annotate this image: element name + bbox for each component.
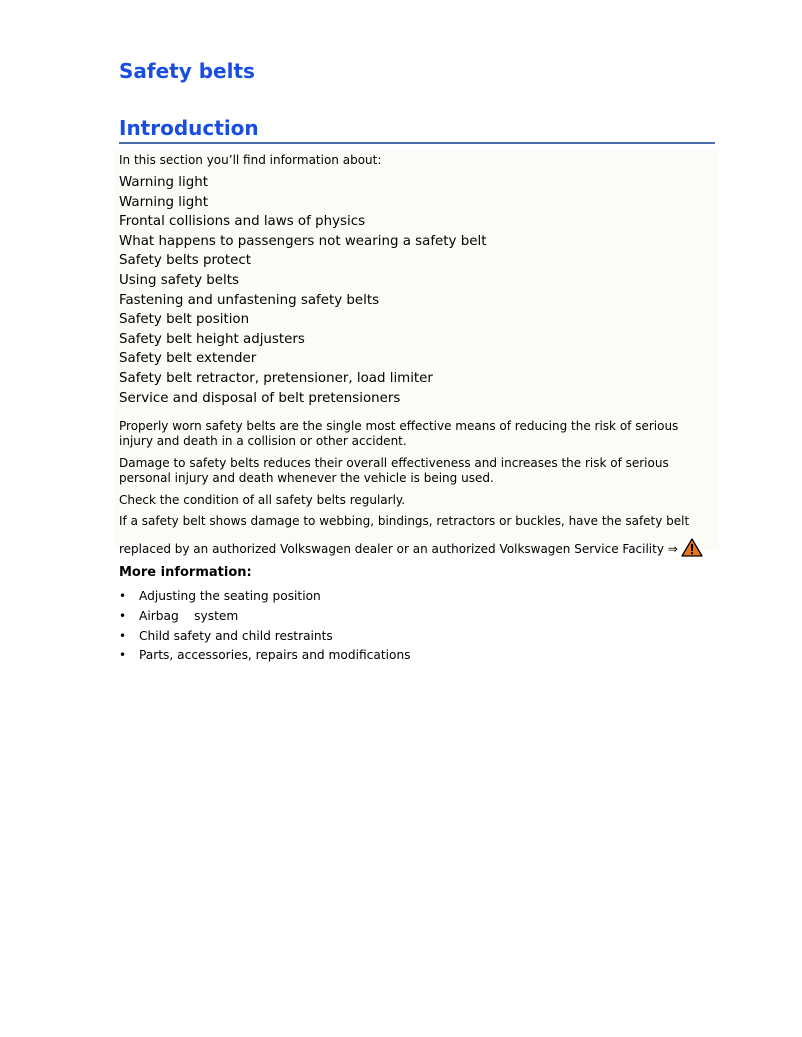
page-title: Safety belts bbox=[119, 59, 255, 83]
warning-text-line: If a safety belt shows damage to webbing, bindings, retractors or buckles, have the safety belt bbox=[119, 514, 690, 528]
topic-link[interactable]: Safety belt height adjusters bbox=[119, 331, 305, 347]
more-information-label: Parts, accessories, repairs and modifications bbox=[139, 648, 411, 663]
topic-link[interactable]: Safety belt retractor, pretensioner, load limiter bbox=[119, 370, 433, 386]
topic-link[interactable]: Warning light bbox=[119, 194, 208, 210]
more-information-list bbox=[119, 587, 411, 666]
paragraph: Damage to safety belts reduces their overall effectiveness and increases the risk of serious personal injury and death whenever the vehicle is being used. bbox=[119, 456, 669, 485]
topic-link[interactable]: Safety belt position bbox=[119, 312, 250, 328]
topic-link[interactable]: Using safety belts bbox=[119, 272, 239, 288]
intro-text: In this section you’ll find information about: bbox=[119, 153, 382, 167]
more-information-title: More information: bbox=[119, 565, 252, 580]
topic-link[interactable]: Fastening and unfastening safety belts bbox=[119, 292, 380, 308]
more-information-link[interactable] bbox=[119, 646, 411, 666]
warning-triangle-icon[interactable] bbox=[681, 538, 703, 561]
topic-link[interactable]: Warning light bbox=[119, 175, 208, 190]
warning-text-line-2 bbox=[119, 538, 719, 561]
more-information-link[interactable] bbox=[119, 607, 411, 627]
more-information-label: Child safety and child restraints bbox=[139, 628, 333, 643]
paragraph: Check the condition of all safety belts regularly. bbox=[119, 493, 406, 507]
topic-list bbox=[119, 173, 486, 408]
topic-link[interactable]: Safety belt extender bbox=[119, 351, 257, 367]
section-heading: Introduction bbox=[119, 115, 715, 144]
topic-link[interactable]: Frontal collisions and laws of physics bbox=[119, 214, 366, 230]
more-information-link[interactable] bbox=[119, 627, 411, 647]
more-information-link[interactable] bbox=[119, 587, 411, 607]
warning-text: replaced by an authorized Volkswagen dealer or an authorized Volkswagen Service Facility ⇒ bbox=[119, 542, 678, 556]
bullet-icon: • bbox=[119, 628, 127, 643]
bullet-icon: • bbox=[119, 648, 127, 663]
bullet-icon: • bbox=[119, 608, 127, 623]
topic-link[interactable]: What happens to passengers not wearing a safety belt bbox=[119, 233, 487, 249]
more-information-label: Adjusting the seating position bbox=[139, 589, 321, 603]
topic-link[interactable]: Safety belts protect bbox=[119, 253, 252, 269]
topic-link[interactable]: Service and disposal of belt pretensioners bbox=[119, 390, 401, 406]
paragraph: Properly worn safety belts are the single most effective means of reducing the risk of serious injury and death in a collision or other accident. bbox=[119, 419, 679, 448]
more-information-label: Airbag system bbox=[139, 608, 239, 623]
warning-paragraph bbox=[119, 514, 719, 561]
bullet-icon: • bbox=[119, 589, 127, 603]
